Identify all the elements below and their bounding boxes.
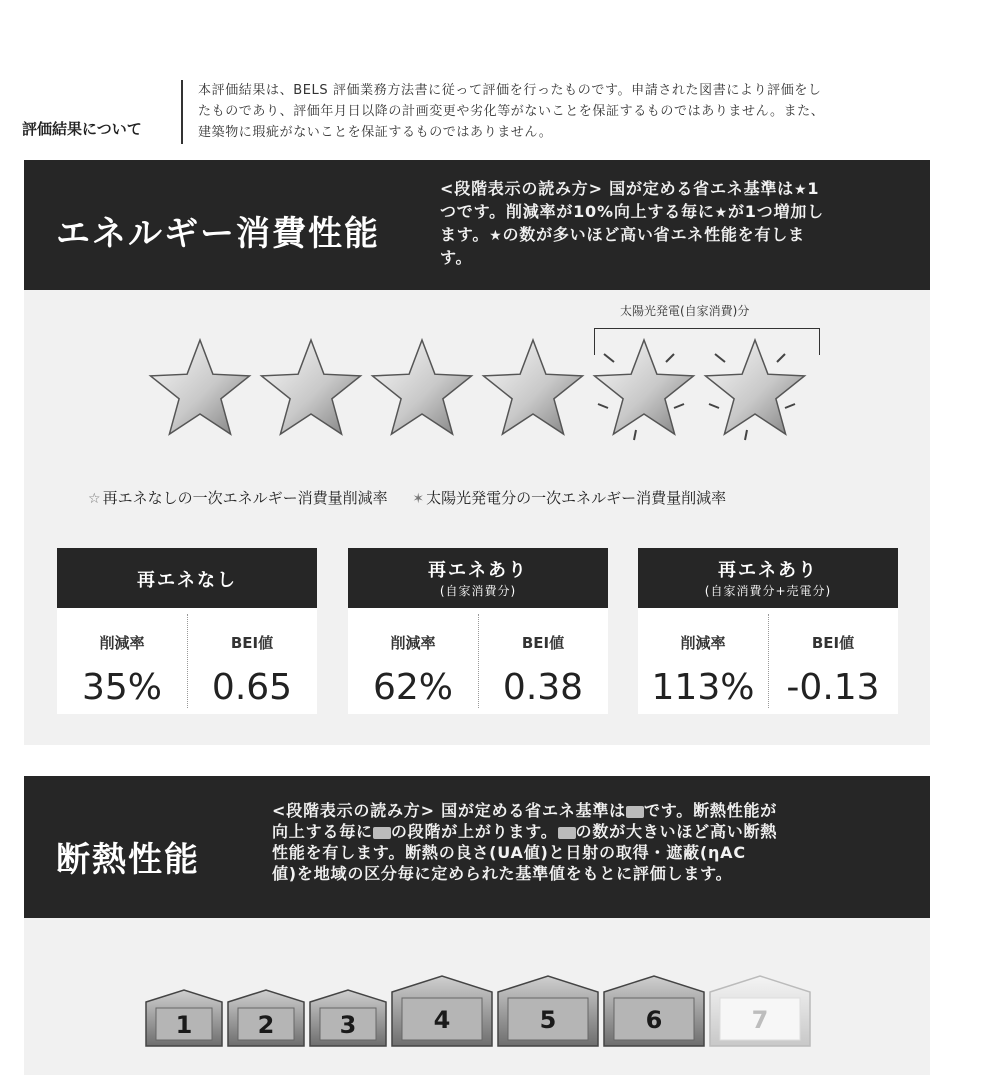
- insulation-reading-text: 値)を地域の区分毎に定められた基準値をもとに評価します。: [272, 864, 733, 883]
- result-box-title: 再エネなし: [137, 570, 237, 591]
- result-box-subtitle: (自家消費分+売電分): [704, 584, 832, 598]
- solar-ray: [604, 354, 614, 362]
- insulation-level-2: [228, 990, 304, 1046]
- energy-reading: [440, 178, 910, 268]
- note-body: [198, 80, 958, 143]
- insulation-reading-text: の数が大きいほど高い断熱: [575, 822, 778, 841]
- result-box-title: 再エネあり: [428, 560, 528, 581]
- bei-value: 0.65: [211, 667, 293, 708]
- house-badge-icon: [558, 827, 576, 839]
- bei-value: -0.13: [786, 667, 880, 708]
- note-title: 評価結果について: [22, 120, 142, 138]
- legend-label: 太陽光発電分の一次エネルギー消費量削減率: [426, 489, 727, 507]
- star-icon: [262, 340, 361, 434]
- insulation-level-number: 3: [339, 1011, 357, 1039]
- solar-ray: [674, 404, 684, 408]
- insulation-level-number: 2: [257, 1011, 275, 1039]
- result-box-header: [638, 548, 898, 608]
- insulation-level-1: [146, 990, 222, 1046]
- bei-column: [768, 608, 898, 714]
- house-badge-icon: [626, 806, 644, 818]
- rate-label: 削減率: [99, 634, 145, 652]
- energy-title: エネルギー消費性能: [56, 214, 380, 254]
- rate-value: 35%: [81, 667, 162, 708]
- bei-value: 0.38: [502, 667, 584, 708]
- result-box-header: [348, 548, 608, 608]
- result-box-self-consumption-and-sold: [638, 548, 898, 714]
- rate-value: 62%: [372, 667, 453, 708]
- bei-label: BEI値: [230, 634, 274, 652]
- result-box-self-consumption: [348, 548, 608, 714]
- note-divider: [181, 80, 183, 144]
- solar-ray: [709, 404, 719, 408]
- solar-ray: [715, 354, 725, 362]
- energy-reading-text: 1: [807, 179, 820, 198]
- star-outline-icon: ☆: [88, 491, 101, 507]
- bei-label: BEI値: [811, 634, 855, 652]
- insulation-level-6: [604, 976, 704, 1046]
- bei-column: [187, 608, 317, 714]
- insulation-reading-text: <段階表示の読み方> 国が定める省エネ基準は: [272, 801, 626, 820]
- insulation-level-3: [310, 990, 386, 1046]
- rate-column: [57, 608, 187, 714]
- solar-star-icon: [706, 340, 805, 434]
- solar-label: 太陽光発電(自家消費)分: [620, 304, 750, 318]
- star-legend: [88, 487, 746, 508]
- solar-ray: [777, 354, 785, 362]
- insulation-level-number: 1: [175, 1011, 193, 1039]
- solar-star-icon: ✶: [412, 491, 425, 507]
- energy-header: [24, 160, 930, 290]
- energy-reading-text: す。: [440, 248, 473, 267]
- star-icon: [373, 340, 472, 434]
- star-icon: ★: [793, 182, 808, 198]
- result-box-title: 再エネあり: [718, 560, 818, 581]
- energy-reading-text: つです。削減率が10%向上する毎に: [440, 202, 715, 221]
- insulation-level-number: 4: [433, 1006, 451, 1034]
- energy-reading-text: ます。: [440, 225, 490, 244]
- solar-ray: [666, 354, 674, 362]
- solar-ray: [745, 430, 747, 440]
- rate-column: [638, 608, 768, 714]
- solar-star-icon: [595, 340, 694, 434]
- star-icon: [151, 340, 250, 434]
- result-box-no-renewable: [57, 548, 317, 714]
- solar-ray: [598, 404, 608, 408]
- star-icon: ★: [714, 205, 728, 221]
- insulation-title: 断熱性能: [56, 840, 200, 880]
- bei-label: BEI値: [521, 634, 565, 652]
- rate-label: 削減率: [390, 634, 436, 652]
- insulation-reading: [272, 800, 912, 884]
- result-box-subtitle: (自家消費分): [439, 584, 517, 598]
- energy-reading-text: が1つ増加し: [727, 202, 824, 221]
- insulation-level-rating: [140, 966, 830, 1056]
- energy-star-rating: [140, 320, 840, 450]
- note-line: たものであり、評価年月日以降の計画変更や劣化等がないことを保証するものではありません。また、: [198, 104, 825, 119]
- insulation-level-7: [710, 976, 810, 1046]
- star-icon: [484, 340, 583, 434]
- note-line: 本評価結果は、BELS 評価業務方法書に従って評価を行ったものです。申請された図書により評価をし: [198, 83, 822, 98]
- result-box-header: [57, 548, 317, 608]
- insulation-level-number: 5: [539, 1006, 557, 1034]
- solar-ray: [634, 430, 636, 440]
- house-badge-icon: [373, 827, 391, 839]
- rate-value: 113%: [651, 667, 755, 708]
- insulation-level-4: [392, 976, 492, 1046]
- solar-ray: [785, 404, 795, 408]
- insulation-reading-text: の段階が上がります。: [390, 822, 558, 841]
- energy-reading-text: <段階表示の読み方> 国が定める省エネ基準は: [440, 179, 794, 198]
- insulation-level-5: [498, 976, 598, 1046]
- insulation-level-number: 7: [751, 1006, 769, 1034]
- star-icon: ★: [489, 228, 503, 244]
- rate-column: [348, 608, 478, 714]
- insulation-reading-text: です。断熱性能が: [643, 801, 778, 820]
- legend-label: 再エネなしの一次エネルギー消費量削減率: [102, 489, 388, 507]
- rate-label: 削減率: [680, 634, 726, 652]
- insulation-reading-text: 向上する毎に: [272, 822, 373, 841]
- insulation-level-number: 6: [645, 1006, 663, 1034]
- energy-reading-text: の数が多いほど高い省エネ性能を有しま: [502, 225, 805, 244]
- insulation-reading-text: 性能を有します。断熱の良さ(UA値)と日射の取得・遮蔽(ηAC: [272, 843, 746, 862]
- bei-column: [478, 608, 608, 714]
- note-line: 建築物に瑕疵がないことを保証するものではありません。: [198, 125, 553, 140]
- insulation-header: [24, 776, 930, 918]
